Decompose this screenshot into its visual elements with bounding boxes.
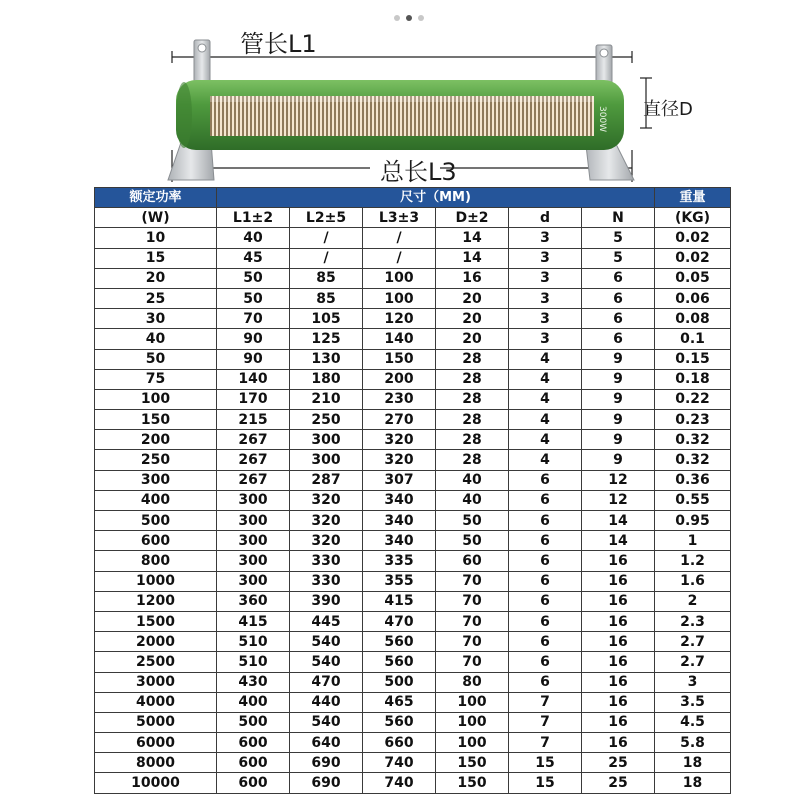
table-cell: 4	[509, 369, 582, 389]
table-cell: 18	[655, 773, 731, 793]
table-cell: 140	[363, 329, 436, 349]
table-cell: 340	[363, 490, 436, 510]
table-cell: 6	[582, 329, 655, 349]
table-cell: 25	[582, 773, 655, 793]
table-cell: 100	[436, 692, 509, 712]
table-cell: 5.8	[655, 733, 731, 753]
table-cell: 415	[363, 591, 436, 611]
table-cell: 400	[95, 490, 217, 510]
table-cell: 250	[95, 450, 217, 470]
table-cell: 60	[436, 551, 509, 571]
table-cell: 320	[290, 531, 363, 551]
table-cell: 80	[436, 672, 509, 692]
table-cell: 320	[290, 511, 363, 531]
table-cell: 7	[509, 712, 582, 732]
table-cell: 16	[436, 268, 509, 288]
table-cell: 14	[436, 228, 509, 248]
table-cell: 16	[582, 652, 655, 672]
table-cell: 140	[217, 369, 290, 389]
table-cell: 4.5	[655, 712, 731, 732]
table-row	[95, 652, 731, 672]
table-cell: 100	[363, 268, 436, 288]
table-cell: 600	[217, 733, 290, 753]
table-cell: 800	[95, 551, 217, 571]
table-cell: 250	[290, 410, 363, 430]
table-cell: 3	[509, 309, 582, 329]
table-cell: 0.08	[655, 309, 731, 329]
table-cell: 180	[290, 369, 363, 389]
table-cell: 660	[363, 733, 436, 753]
table-row	[95, 268, 731, 288]
table-cell: 7	[509, 733, 582, 753]
table-row	[95, 632, 731, 652]
table-cell: 16	[582, 733, 655, 753]
table-cell: 16	[582, 591, 655, 611]
table-cell: 45	[217, 248, 290, 268]
table-cell: 330	[290, 571, 363, 591]
table-cell: 90	[217, 329, 290, 349]
table-cell: 690	[290, 773, 363, 793]
column-header: d	[509, 208, 582, 228]
table-cell: 9	[582, 369, 655, 389]
table-cell: 640	[290, 733, 363, 753]
table-cell: 4	[509, 410, 582, 430]
table-cell: 70	[436, 611, 509, 631]
table-cell: 6	[582, 268, 655, 288]
table-cell: 335	[363, 551, 436, 571]
table-cell: 40	[217, 228, 290, 248]
table-cell: 28	[436, 450, 509, 470]
table-cell: 3.5	[655, 692, 731, 712]
table-cell: 6	[509, 571, 582, 591]
table-body	[95, 228, 731, 793]
table-cell: /	[290, 228, 363, 248]
table-cell: 2.7	[655, 652, 731, 672]
table-cell: 170	[217, 389, 290, 409]
table-cell: 50	[436, 531, 509, 551]
table-row	[95, 551, 731, 571]
table-cell: 50	[95, 349, 217, 369]
table-cell: 4	[509, 430, 582, 450]
table-cell: 3	[509, 268, 582, 288]
table-row	[95, 410, 731, 430]
table-cell: 10	[95, 228, 217, 248]
table-cell: 6	[509, 591, 582, 611]
table-cell: 2000	[95, 632, 217, 652]
table-cell: 320	[363, 450, 436, 470]
table-cell: 415	[217, 611, 290, 631]
table-row	[95, 430, 731, 450]
table-cell: 510	[217, 652, 290, 672]
table-cell: 16	[582, 571, 655, 591]
table-cell: 28	[436, 389, 509, 409]
table-cell: 1.6	[655, 571, 731, 591]
table-row	[95, 531, 731, 551]
table-row	[95, 450, 731, 470]
table-cell: 10000	[95, 773, 217, 793]
table-cell: 300	[290, 450, 363, 470]
table-cell: 6	[582, 309, 655, 329]
table-cell: 3	[509, 329, 582, 349]
table-cell: 90	[217, 349, 290, 369]
column-header: L1±2	[217, 208, 290, 228]
table-cell: 6	[509, 672, 582, 692]
table-cell: 120	[363, 309, 436, 329]
table-cell: 0.55	[655, 490, 731, 510]
table-cell: 16	[582, 551, 655, 571]
table-cell: 4	[509, 389, 582, 409]
table-row	[95, 490, 731, 510]
table-cell: 560	[363, 652, 436, 672]
table-cell: 14	[582, 511, 655, 531]
table-cell: 440	[290, 692, 363, 712]
table-cell: 500	[95, 511, 217, 531]
table-cell: 16	[582, 712, 655, 732]
table-cell: 6	[509, 652, 582, 672]
table-cell: 300	[217, 551, 290, 571]
table-cell: 0.15	[655, 349, 731, 369]
table-cell: 307	[363, 470, 436, 490]
table-cell: 3	[509, 288, 582, 308]
table-cell: 6000	[95, 733, 217, 753]
table-cell: 6	[509, 531, 582, 551]
table-cell: 1000	[95, 571, 217, 591]
table-cell: 85	[290, 288, 363, 308]
column-header: D±2	[436, 208, 509, 228]
table-row	[95, 511, 731, 531]
table-cell: 330	[290, 551, 363, 571]
table-row	[95, 712, 731, 732]
table-cell: 16	[582, 611, 655, 631]
table-cell: 540	[290, 652, 363, 672]
table-row	[95, 369, 731, 389]
table-cell: 20	[436, 329, 509, 349]
table-cell: 70	[436, 632, 509, 652]
table-cell: 130	[290, 349, 363, 369]
table-cell: 105	[290, 309, 363, 329]
table-cell: 465	[363, 692, 436, 712]
table-cell: 30	[95, 309, 217, 329]
table-cell: 16	[582, 632, 655, 652]
table-cell: 50	[217, 268, 290, 288]
column-header: L3±3	[363, 208, 436, 228]
table-cell: 287	[290, 470, 363, 490]
table-cell: 2	[655, 591, 731, 611]
table-cell: 2.3	[655, 611, 731, 631]
table-row	[95, 571, 731, 591]
table-cell: 150	[436, 753, 509, 773]
table-cell: 540	[290, 712, 363, 732]
table-row	[95, 349, 731, 369]
table-cell: 600	[95, 531, 217, 551]
table-cell: 600	[217, 773, 290, 793]
table-cell: 0.05	[655, 268, 731, 288]
table-cell: 40	[95, 329, 217, 349]
table-cell: 25	[95, 288, 217, 308]
table-cell: 100	[363, 288, 436, 308]
table-cell: 500	[363, 672, 436, 692]
table-cell: 390	[290, 591, 363, 611]
table-cell: 0.95	[655, 511, 731, 531]
table-cell: 14	[582, 531, 655, 551]
table-row	[95, 591, 731, 611]
table-row	[95, 611, 731, 631]
table-cell: 9	[582, 450, 655, 470]
table-cell: 400	[217, 692, 290, 712]
table-cell: 9	[582, 410, 655, 430]
table-cell: 9	[582, 389, 655, 409]
column-header: (KG)	[655, 208, 731, 228]
table-cell: /	[363, 228, 436, 248]
table-cell: 15	[509, 753, 582, 773]
table-cell: 28	[436, 430, 509, 450]
table-cell: /	[363, 248, 436, 268]
specification-table	[94, 187, 731, 794]
tube-length-label: 管长L1	[240, 30, 317, 58]
table-cell: /	[290, 248, 363, 268]
table-row	[95, 672, 731, 692]
table-cell: 300	[95, 470, 217, 490]
table-cell: 70	[436, 591, 509, 611]
table-cell: 740	[363, 753, 436, 773]
table-cell: 445	[290, 611, 363, 631]
table-cell: 9	[582, 349, 655, 369]
table-cell: 3000	[95, 672, 217, 692]
table-cell: 7	[509, 692, 582, 712]
table-cell: 150	[363, 349, 436, 369]
table-row	[95, 692, 731, 712]
table-cell: 215	[217, 410, 290, 430]
table-cell: 150	[436, 773, 509, 793]
table-cell: 6	[509, 511, 582, 531]
table-cell: 1500	[95, 611, 217, 631]
table-cell: 25	[582, 753, 655, 773]
table-cell: 300	[217, 490, 290, 510]
table-cell: 150	[95, 410, 217, 430]
table-cell: 300	[217, 531, 290, 551]
table-cell: 6	[509, 551, 582, 571]
table-cell: 230	[363, 389, 436, 409]
table-cell: 0.1	[655, 329, 731, 349]
table-cell: 14	[436, 248, 509, 268]
table-row	[95, 753, 731, 773]
table-cell: 50	[436, 511, 509, 531]
table-cell: 6	[582, 288, 655, 308]
table-cell: 3	[655, 672, 731, 692]
table-cell: 100	[95, 389, 217, 409]
table-cell: 15	[95, 248, 217, 268]
table-cell: 100	[436, 733, 509, 753]
column-header: N	[582, 208, 655, 228]
weight-group-header: 重量	[655, 188, 731, 208]
table-cell: 70	[436, 652, 509, 672]
table-cell: 560	[363, 632, 436, 652]
table-cell: 270	[363, 410, 436, 430]
diameter-label: 直径D	[643, 99, 693, 120]
table-row	[95, 309, 731, 329]
table-cell: 3	[509, 248, 582, 268]
table-cell: 267	[217, 470, 290, 490]
table-row	[95, 470, 731, 490]
column-header: (W)	[95, 208, 217, 228]
table-cell: 0.02	[655, 248, 731, 268]
table-cell: 0.22	[655, 389, 731, 409]
table-row	[95, 733, 731, 753]
table-cell: 6	[509, 470, 582, 490]
table-cell: 2.7	[655, 632, 731, 652]
table-cell: 1.2	[655, 551, 731, 571]
table-cell: 5000	[95, 712, 217, 732]
table-cell: 40	[436, 470, 509, 490]
table-cell: 690	[290, 753, 363, 773]
table-cell: 12	[582, 470, 655, 490]
table-cell: 85	[290, 268, 363, 288]
table-cell: 70	[217, 309, 290, 329]
table-cell: 3	[509, 228, 582, 248]
table-cell: 340	[363, 511, 436, 531]
table-row	[95, 389, 731, 409]
tube-marking: 300W	[597, 106, 607, 133]
table-cell: 300	[290, 430, 363, 450]
table-cell: 16	[582, 692, 655, 712]
table-cell: 430	[217, 672, 290, 692]
table-cell: 0.02	[655, 228, 731, 248]
table-cell: 6	[509, 490, 582, 510]
table-cell: 12	[582, 490, 655, 510]
table-row	[95, 228, 731, 248]
table-cell: 6	[509, 632, 582, 652]
table-cell: 510	[217, 632, 290, 652]
table-cell: 267	[217, 430, 290, 450]
table-cell: 20	[436, 309, 509, 329]
total-length-label: 总长L3	[380, 158, 457, 186]
table-row	[95, 329, 731, 349]
table-cell: 320	[290, 490, 363, 510]
table-cell: 470	[290, 672, 363, 692]
table-cell: 5	[582, 248, 655, 268]
table-cell: 300	[217, 571, 290, 591]
table-cell: 0.06	[655, 288, 731, 308]
table-cell: 70	[436, 571, 509, 591]
table-cell: 125	[290, 329, 363, 349]
table-row	[95, 288, 731, 308]
column-header: L2±5	[290, 208, 363, 228]
table-cell: 8000	[95, 753, 217, 773]
table-cell: 560	[363, 712, 436, 732]
table-cell: 1200	[95, 591, 217, 611]
table-cell: 4	[509, 450, 582, 470]
table-cell: 200	[95, 430, 217, 450]
table-cell: 200	[363, 369, 436, 389]
table-cell: 75	[95, 369, 217, 389]
table-cell: 600	[217, 753, 290, 773]
table-cell: 4	[509, 349, 582, 369]
resistor-diagram	[0, 0, 800, 186]
table-cell: 16	[582, 672, 655, 692]
table-cell: 2500	[95, 652, 217, 672]
table-cell: 500	[217, 712, 290, 732]
table-cell: 267	[217, 450, 290, 470]
table-cell: 28	[436, 349, 509, 369]
table-cell: 355	[363, 571, 436, 591]
table-cell: 28	[436, 369, 509, 389]
table-cell: 210	[290, 389, 363, 409]
table-cell: 15	[509, 773, 582, 793]
table-cell: 0.36	[655, 470, 731, 490]
table-cell: 0.32	[655, 450, 731, 470]
table-cell: 1	[655, 531, 731, 551]
table-cell: 100	[436, 712, 509, 732]
table-cell: 20	[436, 288, 509, 308]
column-header-row	[95, 208, 731, 228]
table-cell: 340	[363, 531, 436, 551]
table-cell: 360	[217, 591, 290, 611]
table-cell: 320	[363, 430, 436, 450]
table-row	[95, 248, 731, 268]
table-cell: 740	[363, 773, 436, 793]
table-cell: 6	[509, 611, 582, 631]
table-cell: 5	[582, 228, 655, 248]
table-cell: 0.32	[655, 430, 731, 450]
table-cell: 540	[290, 632, 363, 652]
table-cell: 4000	[95, 692, 217, 712]
table-cell: 28	[436, 410, 509, 430]
size-group-header: 尺寸（MM)	[217, 188, 655, 208]
table-cell: 0.23	[655, 410, 731, 430]
table-row	[95, 773, 731, 793]
table-cell: 9	[582, 430, 655, 450]
table-cell: 300	[217, 511, 290, 531]
group-header-row	[95, 188, 731, 208]
table-cell: 0.18	[655, 369, 731, 389]
table-cell: 20	[95, 268, 217, 288]
table-cell: 470	[363, 611, 436, 631]
power-group-header: 额定功率	[95, 188, 217, 208]
table-cell: 18	[655, 753, 731, 773]
table-cell: 40	[436, 490, 509, 510]
table-cell: 50	[217, 288, 290, 308]
